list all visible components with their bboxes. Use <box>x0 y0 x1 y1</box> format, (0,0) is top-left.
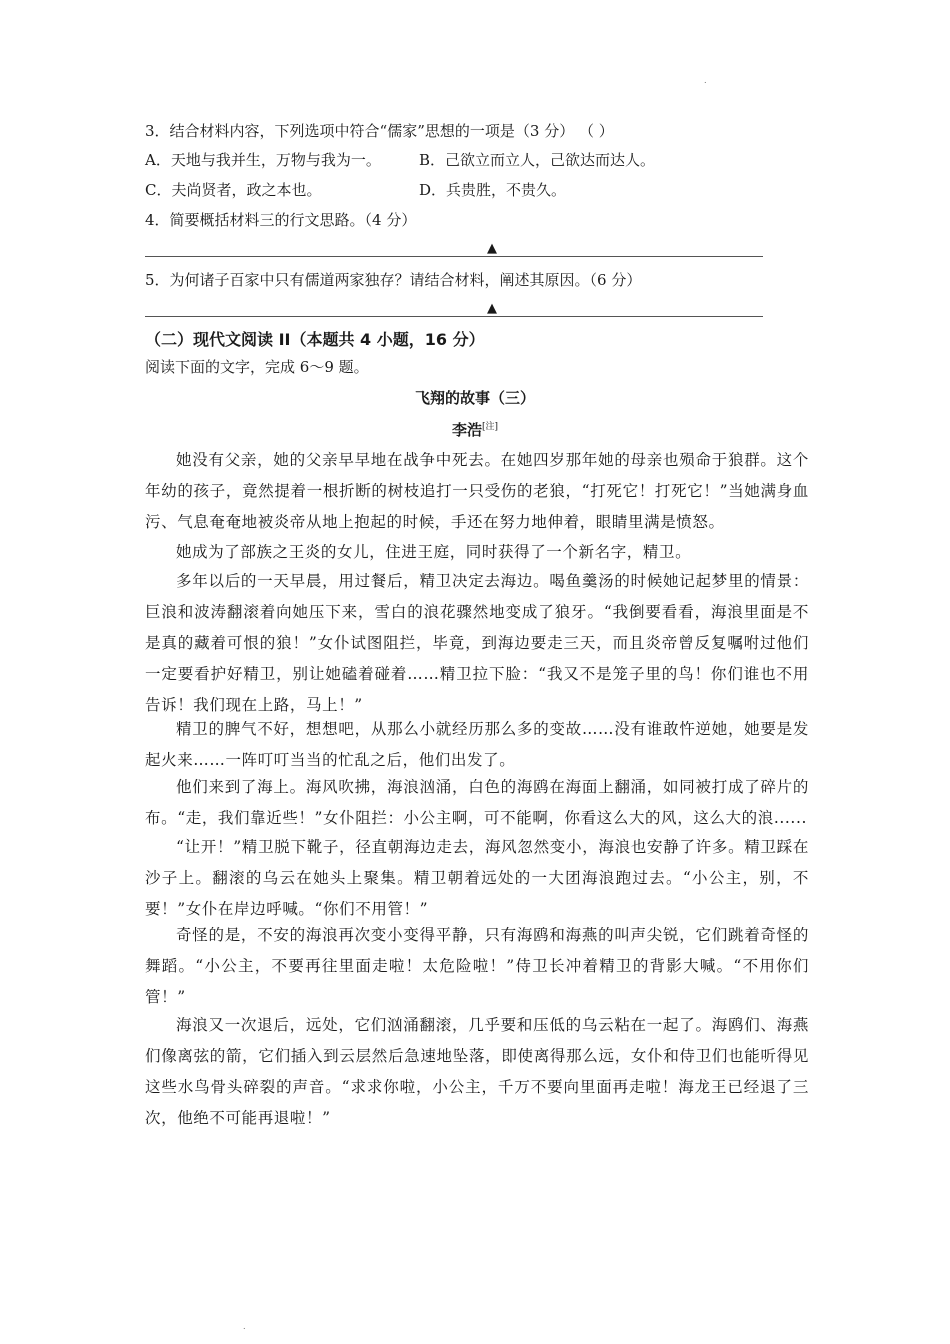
story-paragraph: 她成为了部族之王炎的女儿，住进王庭，同时获得了一个新名字，精卫。 <box>176 543 692 561</box>
question-5-stem: 5．为何诸子百家中只有儒道两家独存？请结合材料，阐述其原因。（6 分） <box>145 271 642 289</box>
author-note-marker: [注] <box>481 422 499 432</box>
section-instruction: 阅读下面的文字，完成 6～9 题。 <box>145 358 369 376</box>
question-4-stem: 4．简要概括材料三的行文思路。（4 分） <box>145 211 417 229</box>
question-3-option-d: D．兵贵胜，不贵久。 <box>419 181 567 199</box>
story-paragraph: “让开！”精卫脱下靴子，径直朝海边走去，海风忽然变小，海浪也安静了许多。精卫踩在沙子上。翻滚的乌云在她头上聚集。精卫朝着远处的一大团海浪跑过去。“小公主，别，不要！”女仆在岸边呼喊。“你们不用管！” <box>145 838 809 918</box>
answer-line <box>145 316 763 317</box>
story-paragraph: 他们来到了海上。海风吹拂，海浪汹涌，白色的海鸥在海面上翻涌，如同被打成了碎片的布。“走，我们靠近些！”女仆阻拦：小公主啊，可不能啊，你看这么大的风，这么大的浪...... <box>145 778 809 827</box>
story-paragraph: 精卫的脾气不好，想想吧，从那么小就经历那么多的变故……没有谁敢忤逆她，她要是发起火来……一阵叮叮当当的忙乱之后，他们出发了。 <box>145 720 809 769</box>
story-paragraph: 她没有父亲，她的父亲早早地在战争中死去。在她四岁那年她的母亲也殒命于狼群。这个年幼的孩子，竟然提着一根折断的树枝追打一只受伤的老狼，“打死它！打死它！”当她满身血污、气息奄奄地被炎帝从地上抱起的时候，手还在努力地伸着，眼睛里满是愤怒。 <box>145 451 809 531</box>
speck: . <box>704 76 707 85</box>
question-3-option-c: C．夫尚贤者，政之本也。 <box>145 181 322 199</box>
author-name: 李浩 <box>451 421 482 439</box>
question-3-option-b: B．己欲立而立人，己欲达而达人。 <box>419 151 656 169</box>
triangle-icon: ▲ <box>487 241 497 256</box>
story-paragraph: 多年以后的一天早晨，用过餐后，精卫决定去海边。喝鱼羹汤的时候她记起梦里的情景：巨浪和波涛翻滚着向她压下来，雪白的浪花骤然地变成了狼牙。“我倒要看看，海浪里面是不是真的藏着可恨的狼！”女仆试图阻拦，毕竟，到海边要走三天，而且炎帝曾反复嘱咐过他们一定要看护好精卫，别让她磕着碰着……精卫拉下脸：“我又不是笼子里的鸟！你们谁也不用告诉！我们现在上路，马上！” <box>145 572 809 714</box>
story-author <box>0 417 950 440</box>
section-title: （二）现代文阅读 II（本题共 4 小题，16 分） <box>145 330 485 349</box>
triangle-icon: ▲ <box>487 301 497 316</box>
answer-line <box>145 256 763 257</box>
question-3-stem: 3．结合材料内容，下列选项中符合“儒家”思想的一项是（3 分） （ ） <box>145 122 614 140</box>
story-paragraph: 海浪又一次退后，远处，它们汹涌翻滚，几乎要和压低的乌云粘在一起了。海鸥们、海燕们像离弦的箭，它们插入到云层然后急速地坠落，即使离得那么远，女仆和侍卫们也能听得见这些水鸟骨头碎裂的声音。“求求你啦，小公主，千万不要向里面再走啦！海龙王已经退了三次，他绝不可能再退啦！” <box>145 1016 809 1127</box>
story-paragraph: 奇怪的是，不安的海浪再次变小变得平静，只有海鸥和海燕的叫声尖锐，它们跳着奇怪的舞蹈。“小公主，不要再往里面走啦！太危险啦！”侍卫长冲着精卫的背影大喊。“不用你们管！” <box>145 926 809 1006</box>
question-3-option-a: A．天地与我并生，万物与我为一。 <box>145 151 381 169</box>
speck: . <box>243 1322 246 1331</box>
story-title: 飞翔的故事（三） <box>414 389 535 407</box>
